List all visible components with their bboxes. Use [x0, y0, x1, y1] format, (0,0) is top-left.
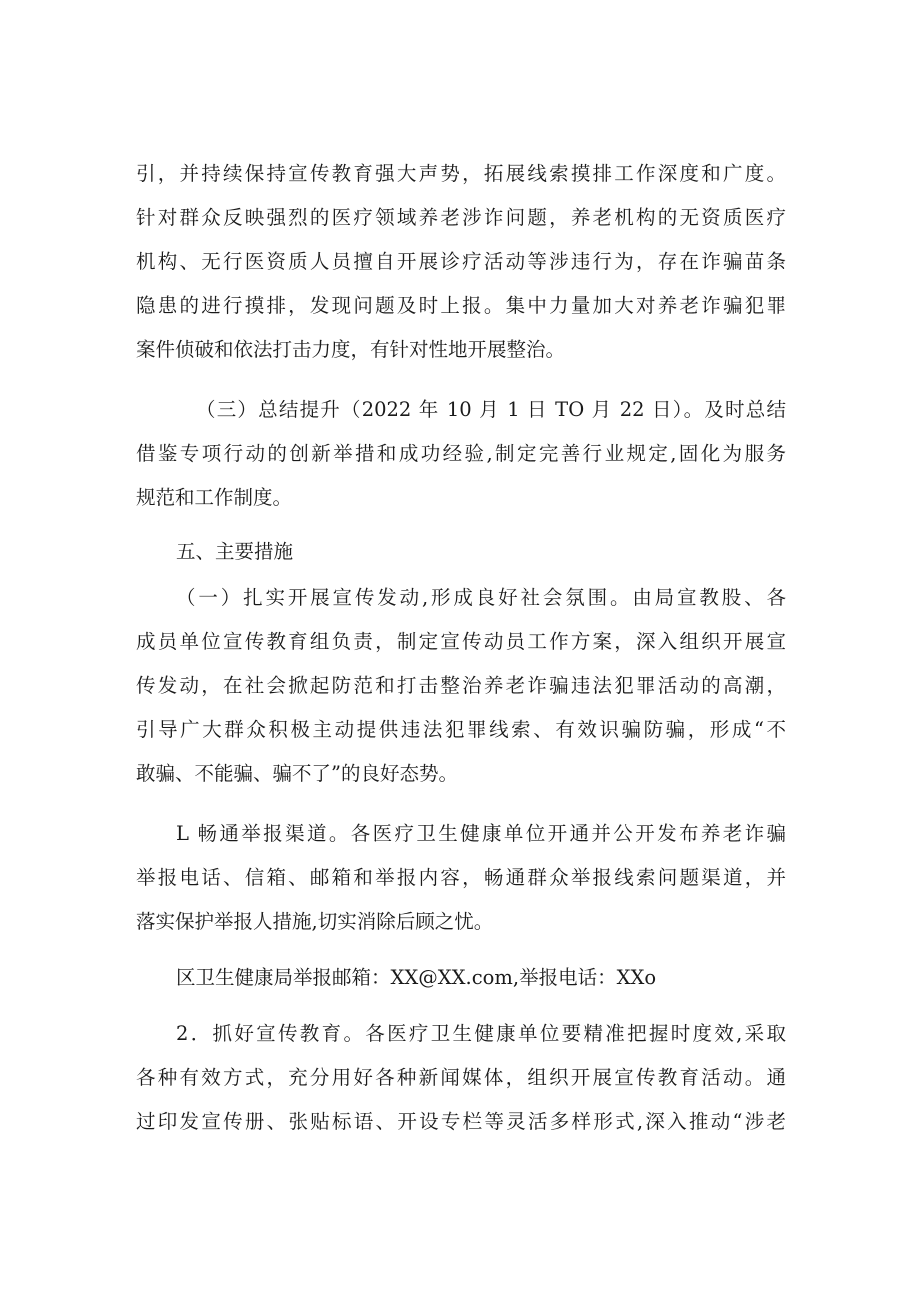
text-line: L 畅通举报渠道。各医疗卫生健康单位开通并公开发布养老诈骗 [176, 822, 786, 845]
text-line: （三）总结提升（2022 年 10 月 1 日 TO 月 22 日）。及时总结 [196, 398, 786, 421]
text-line: 针对群众反映强烈的医疗领域养老涉诈问题，养老机构的无资质医疗 [136, 206, 786, 229]
text-line: 引，并持续保持宣传教育强大声势，拓展线索摸排工作深度和广度。 [136, 162, 786, 185]
text-line: 举报电话、信箱、邮箱和举报内容，畅通群众举报线索问题渠道，并 [136, 866, 786, 889]
text-line: 传发动，在社会掀起防范和打击整治养老诈骗违法犯罪活动的高潮， [136, 674, 786, 697]
text-line: 2．抓好宣传教育。各医疗卫生健康单位要精准把握时度效,采取 [176, 1022, 786, 1045]
text-line: 敢骗、不能骗、骗不了”的良好态势。 [136, 762, 458, 785]
text-line: 机构、无行医资质人员擅自开展诊疗活动等涉违行为，存在诈骗苗条 [136, 250, 786, 273]
text-line: 引导广大群众积极主动提供违法犯罪线索、有效识骗防骗，形成“不 [136, 718, 786, 741]
text-line: 过印发宣传册、张贴标语、开设专栏等灵活多样形式,深入推动“涉老 [136, 1110, 786, 1133]
text-line: 落实保护举报人措施,切实消除后顾之忧。 [136, 910, 494, 933]
contact-line: 区卫生健康局举报邮箱：XX@XX.com,举报电话：XXo [176, 966, 657, 989]
text-line: 各种有效方式，充分用好各种新闻媒体，组织开展宣传教育活动。通 [136, 1066, 786, 1089]
text-line: 借鉴专项行动的创新举措和成功经验,制定完善行业规定,固化为服务 [136, 442, 786, 465]
text-line: 成员单位宣传教育组负责，制定宣传动员工作方案，深入组织开展宣 [136, 630, 786, 653]
text-line: 案件侦破和依法打击力度，有针对性地开展整治。 [136, 338, 566, 361]
text-line: 规范和工作制度。 [136, 486, 293, 509]
text-line: 隐患的进行摸排，发现问题及时上报。集中力量加大对养老诈骗犯罪 [136, 294, 786, 317]
section-heading: 五、主要措施 [176, 540, 294, 563]
text-line: （一）扎实开展宣传发动,形成良好社会氛围。由局宣教股、各 [176, 586, 786, 609]
